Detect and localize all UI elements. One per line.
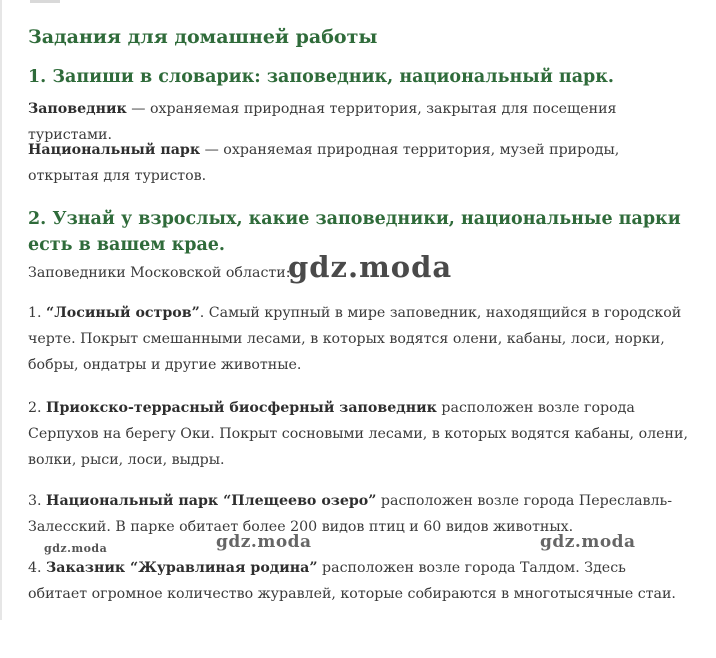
top-divider (30, 0, 60, 3)
watermark-middle-left: gdz.moda (216, 532, 312, 552)
list-item (28, 300, 688, 378)
list-item-text: . Самый крупный в мире заповедник, находящийся в городской черте. Покрыт смешанными лесами, в которых водятся олени, кабаны, лоси, норки, бобры, ондатры и другие животные. (28, 305, 682, 373)
task1-heading: 1. Запиши в словарик: заповедник, национальный парк. (28, 67, 615, 87)
list-item-name: Приокско-террасный биосферный заповедник (46, 400, 437, 416)
watermark-large: gdz.moda (288, 250, 453, 284)
definition-national-park-term: Национальный парк (28, 142, 201, 158)
left-border (0, 0, 2, 620)
list-item-text: расположен возле города Серпухов на берегу Оки. Покрыт сосновыми лесами, в которых водятся кабаны, олени, волки, рыси, лоси, выдры. (28, 400, 688, 468)
list-item-text: расположен возле города Талдом. Здесь обитает огромное количество журавлей, которые собираются в многотысячные стаи. (28, 560, 676, 602)
definition-national-park (28, 137, 688, 189)
list-item-name: “Лосиный остров” (46, 305, 200, 321)
reserves-intro: Заповедники Московской области: (28, 265, 291, 281)
list-item (28, 395, 688, 473)
watermark-middle-right: gdz.moda (540, 532, 636, 552)
definition-reserve-term: Заповедник (28, 101, 127, 117)
section-title: Задания для домашней работы (28, 26, 378, 48)
definition-national-park-text: — охраняемая природная территория, музей природы, открытая для туристов. (28, 142, 620, 184)
list-item-number: 4. (28, 560, 47, 576)
list-item-number: 2. (28, 400, 47, 416)
list-item-number: 3. (28, 493, 47, 509)
list-item-name: Национальный парк “Плещеево озеро” (46, 493, 377, 509)
list-item-number: 1. (28, 305, 47, 321)
list-item (28, 555, 688, 607)
definition-reserve-text: — охраняемая природная территория, закрытая для посещения туристами. (28, 101, 617, 143)
list-item-name: Заказник “Журавлиная родина” (46, 560, 318, 576)
task2-heading: 2. Узнай у взрослых, какие заповедники, национальные парки есть в вашем крае. (28, 209, 681, 255)
list-item-text: расположен возле города Переславль-Залесский. В парке обитает более 200 видов птиц и 60 видов животных. (28, 493, 673, 535)
watermark-small: gdz.moda (44, 542, 108, 555)
